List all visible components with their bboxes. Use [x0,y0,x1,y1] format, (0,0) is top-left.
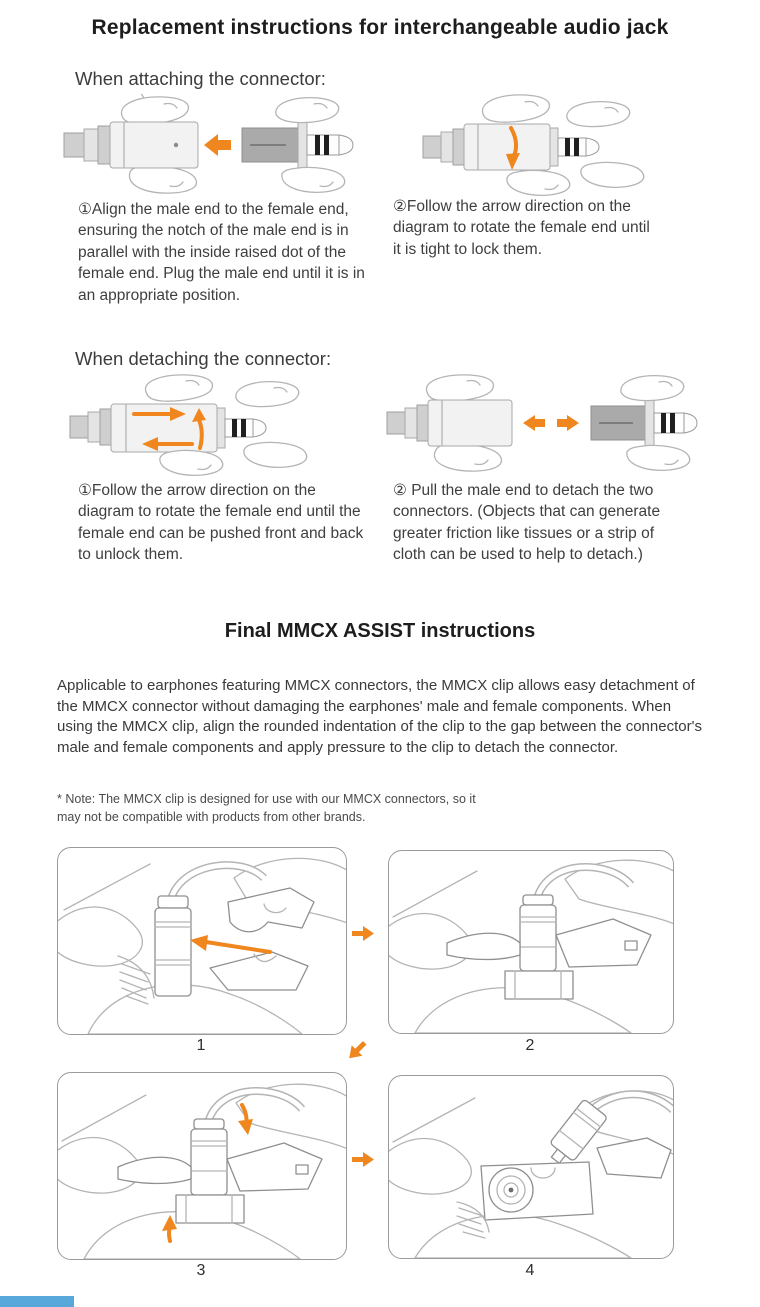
mmcx-heading: Final MMCX ASSIST instructions [224,620,536,642]
attach-direction-arrow-icon [204,134,231,156]
flow-arrow-right-icon-1 [352,926,374,941]
mmcx-panel-1 [57,847,347,1035]
mmcx-note: * Note: The MMCX clip is designed for use with our MMCX connectors, so it may not be compatible with products from other brands. [57,792,476,825]
panel1-illustration [58,848,346,1034]
top-hand-fingers [145,375,298,407]
panel3-illustration [58,1073,346,1259]
mmcx-connector [520,895,556,971]
bottom-left-accent-bar [0,1296,74,1307]
female-connector [64,122,198,168]
mmcx-connector [155,896,191,996]
panel-number-4: 4 [525,1262,535,1279]
mmcx-paragraph: Applicable to earphones featuring MMCX connectors, the MMCX clip allows easy detachment of the MMCX connector without damaging the earphones' male and female components. When using the MMCX clip, align the rounded indentation of the clip to the gap between the connector's male and female components and apply pressure to the clip to detach the connector. [57,677,702,756]
pull-apart-arrows-icon [523,415,579,431]
panel2-illustration [389,851,673,1033]
top-hand-fingers [482,95,629,127]
flow-arrow-down-left-icon [344,1037,370,1063]
panel-number-1: 1 [196,1037,206,1054]
attach-step1-text: ①Align the male end to the female end, ensuring the notch of the male end is in parallel with the inside raised dot of the female end. Plug the male end until it is in an appropriate position. [78,201,365,304]
page-title: Replacement instructions for interchangeable audio jack [91,16,669,39]
panel-number-2: 2 [525,1037,535,1054]
detach-step2-text: ② Pull the male end to detach the two connectors. (Objects that can generate greater friction like tissues or a strip of cloth can be used to help to detach.) [393,482,661,564]
attach-heading: When attaching the connector: [75,68,326,89]
detached-male-plug [543,1099,607,1169]
attach-step1-illustration [60,94,360,196]
mmcx-connector [191,1119,227,1195]
male-connector [591,400,697,446]
female-connector [387,400,512,446]
attach-step2-illustration [415,92,670,200]
detach-step1-text: ①Follow the arrow direction on the diagram to rotate the female end until the female end can be pushed front and back to unlock them. [78,482,364,564]
female-socket [481,1162,593,1220]
mmcx-panel-2 [388,850,674,1034]
mmcx-panel-3 [57,1072,347,1260]
press-direction-arrow-icon [190,935,270,952]
panel-number-3: 3 [196,1262,206,1279]
detach-heading: When detaching the connector: [75,348,332,369]
mmcx-clip-tool [597,1138,671,1178]
detach-step2-illustration [383,372,703,474]
attach-step2-text: ②Follow the arrow direction on the diagram to rotate the female end until it is tight to lock them. [393,198,650,258]
mmcx-clip-tool [210,888,314,990]
mmcx-panel-4 [388,1075,674,1259]
male-connector [242,122,353,168]
flow-arrow-right-icon-2 [352,1152,374,1167]
detach-step1-illustration [60,374,360,476]
panel4-illustration [389,1076,673,1258]
